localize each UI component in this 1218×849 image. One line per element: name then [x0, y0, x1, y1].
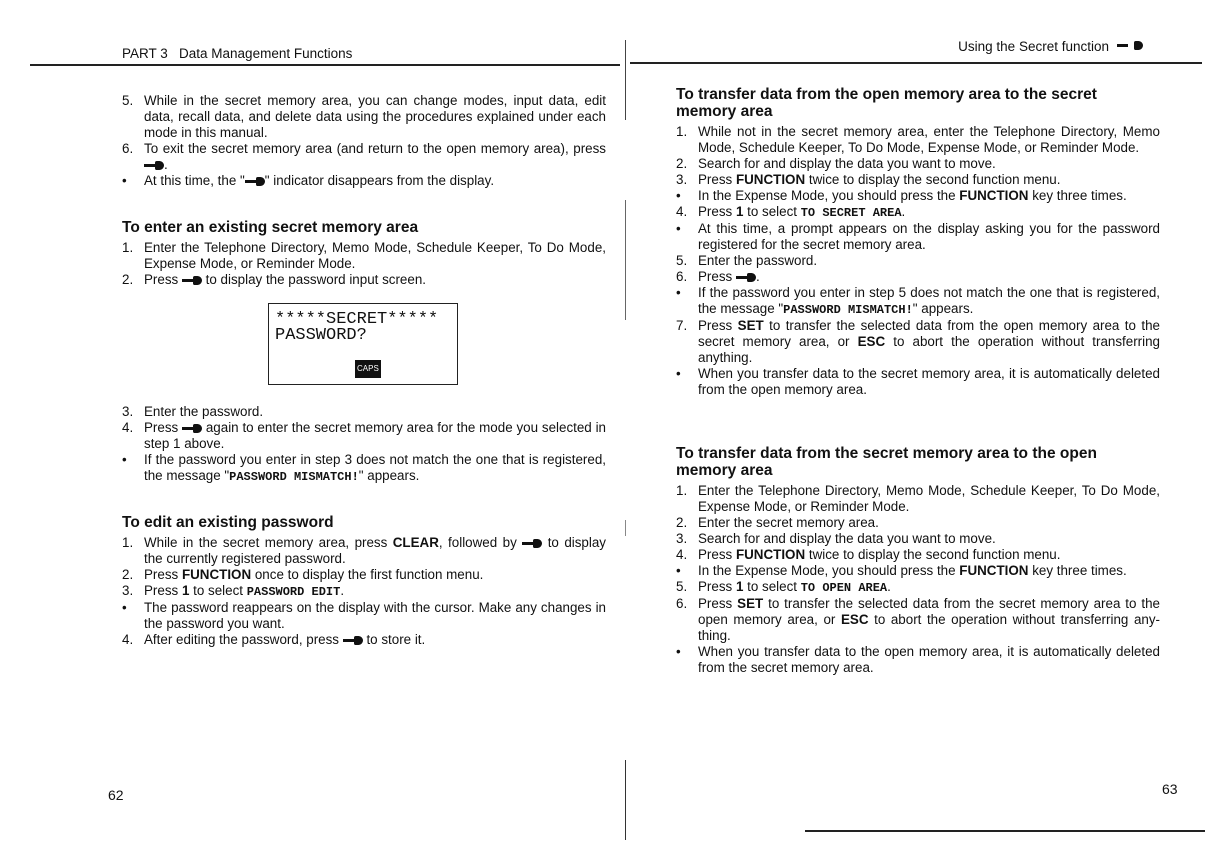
text-run: Press — [144, 583, 182, 598]
item-marker: • — [676, 644, 681, 659]
step-item — [122, 272, 606, 288]
step-item — [122, 535, 606, 567]
item-text — [698, 221, 1160, 253]
item-text — [144, 173, 606, 189]
text-run: Press — [698, 596, 738, 611]
step-item — [122, 583, 606, 600]
key-name: FUNCTION — [959, 188, 1029, 203]
text-run: After editing the password, press — [144, 632, 343, 647]
item-marker: 3. — [676, 531, 688, 546]
key-name: SET — [737, 318, 764, 333]
section — [122, 514, 606, 648]
text-run: to store it. — [362, 632, 426, 647]
text-run: In the Expense Mode, you should press the — [698, 563, 960, 578]
text-run: If the password you enter in step 3 does not match the one that is registered, the message " — [144, 452, 606, 483]
item-marker: 6. — [676, 596, 688, 611]
step-item — [676, 483, 1160, 515]
step-item — [676, 579, 1160, 596]
text-run: Press — [698, 579, 736, 594]
item-marker: • — [122, 452, 127, 467]
item-marker: 1. — [122, 240, 134, 255]
key-name: FUNCTION — [735, 547, 806, 562]
section-heading: To edit an existing password — [122, 514, 334, 531]
item-marker: 3. — [122, 404, 134, 419]
text-run: The password reappears on the display with the cursor. Make any changes in the password you want. — [144, 600, 606, 631]
item-text — [698, 644, 1160, 676]
text-run: Press — [698, 547, 736, 562]
key-name: 1 — [735, 579, 744, 594]
item-marker: 5. — [122, 93, 134, 108]
item-text — [698, 124, 1160, 156]
item-marker: 1. — [676, 124, 688, 139]
step-item — [676, 156, 1160, 172]
text-run: At this time, the " — [144, 173, 245, 188]
step-item — [676, 269, 1160, 285]
step-item — [122, 404, 606, 420]
item-text — [144, 535, 606, 567]
step-item — [676, 547, 1160, 563]
binding-gutter — [625, 40, 626, 840]
item-text — [698, 563, 1160, 579]
item-text — [144, 583, 606, 600]
text-run: If the password you enter in step 5 does not match the one that is registered, the message " — [698, 285, 1160, 316]
text-run: While in the secret memory area, press — [144, 535, 393, 550]
item-text — [144, 420, 606, 452]
key-name: 1 — [735, 204, 744, 219]
bullet-note — [676, 221, 1160, 253]
item-text — [698, 318, 1160, 366]
item-marker: • — [676, 188, 681, 203]
item-text — [698, 515, 1160, 531]
step-item — [676, 204, 1160, 221]
step-item — [676, 318, 1160, 366]
section-heading: To enter an existing secret memory area — [122, 219, 419, 236]
key-icon — [182, 424, 202, 433]
text-run: " appears. — [912, 301, 974, 316]
bullet-note — [676, 188, 1160, 204]
item-marker: 6. — [122, 141, 134, 156]
section — [122, 404, 606, 485]
item-text — [144, 452, 606, 485]
item-text — [698, 204, 1160, 221]
key-name: CLEAR — [392, 535, 439, 550]
right-header-text: Using the Secret function — [958, 39, 1109, 54]
item-text — [698, 579, 1160, 596]
item-text — [144, 240, 606, 272]
item-marker: 4. — [676, 204, 688, 219]
step-item — [122, 141, 606, 173]
step-item — [122, 567, 606, 583]
section — [122, 93, 606, 189]
text-run: Enter the Telephone Directory, Memo Mode, Schedule Keeper, To Do Mode, Expense Mode, or Reminder Mode. — [698, 483, 1160, 514]
item-text — [698, 285, 1160, 318]
item-text — [144, 141, 606, 173]
step-item — [676, 172, 1160, 188]
item-text — [144, 600, 606, 632]
right-page-header — [958, 39, 1143, 54]
item-marker: • — [676, 221, 681, 236]
page-number-right: 63 — [1162, 781, 1178, 797]
item-text — [144, 272, 606, 288]
text-run: Press — [144, 272, 182, 287]
text-run: Enter the Telephone Directory, Memo Mode, Schedule Keeper, To Do Mode, Expense Mode, or Reminder Mode. — [144, 240, 606, 271]
text-run: When you transfer data to the open memory area, it is automatically deleted from the secret memory area. — [698, 644, 1160, 675]
key-icon — [736, 273, 756, 282]
text-run: At this time, a prompt appears on the display asking you for the password registered for the secret memory area. — [698, 221, 1160, 252]
bullet-note — [676, 366, 1160, 398]
text-run: Press — [144, 567, 182, 582]
text-run: Enter the secret memory area. — [698, 515, 879, 530]
lcd-screen — [268, 303, 458, 385]
caps-indicator: CAPS — [355, 360, 381, 378]
text-run: to display the password input screen. — [201, 272, 426, 287]
key-name: SET — [737, 596, 764, 611]
lcd-line-1: *****SECRET***** — [275, 310, 439, 329]
item-marker: 5. — [676, 579, 688, 594]
item-marker: 3. — [676, 172, 688, 187]
page-number-left: 62 — [108, 787, 124, 803]
step-item — [676, 253, 1160, 269]
item-marker: 6. — [676, 269, 688, 284]
step-item — [122, 240, 606, 272]
text-run: , followed by — [438, 535, 523, 550]
display-message: PASSWORD MISMATCH! — [783, 303, 913, 317]
key-icon — [182, 276, 202, 285]
item-marker: • — [676, 366, 681, 381]
text-run: Enter the password. — [144, 404, 264, 419]
item-marker: 2. — [122, 272, 134, 287]
key-icon — [1117, 41, 1143, 53]
item-text — [698, 547, 1160, 563]
key-icon — [245, 177, 265, 186]
right-header-rule — [630, 62, 1202, 64]
item-marker: 1. — [676, 483, 688, 498]
bottom-rule — [805, 830, 1205, 832]
item-marker: • — [676, 285, 681, 300]
item-marker: 2. — [676, 515, 688, 530]
text-run: To exit the secret memory area (and return to the open memory area), press — [144, 141, 606, 156]
text-run: Search for and display the data you want to move. — [698, 156, 996, 171]
item-text — [144, 567, 606, 583]
text-run: to transfer the selected data from the open memory area to the secret memory area, or — [698, 318, 1160, 349]
text-run: twice to display the second function menu. — [805, 172, 1061, 187]
item-marker: • — [122, 173, 127, 188]
section-heading: To transfer data from the secret memory area to the open memory area — [676, 445, 1097, 479]
text-run: In the Expense Mode, you should press the — [698, 188, 960, 203]
text-run: to transfer the selected data from the secret memory area to the open memory area, or — [698, 596, 1160, 627]
item-text — [144, 93, 606, 141]
item-marker: 4. — [122, 420, 134, 435]
item-marker: 2. — [122, 567, 134, 582]
key-name: FUNCTION — [735, 172, 806, 187]
item-marker: 1. — [122, 535, 134, 550]
display-message: TO OPEN AREA — [800, 581, 888, 595]
section — [122, 219, 606, 288]
text-run: . — [755, 269, 760, 284]
left-page-header: PART 3 Data Management Functions — [122, 46, 353, 61]
step-item — [676, 531, 1160, 547]
bullet-note — [676, 285, 1160, 318]
lcd-line-2: PASSWORD? — [275, 326, 367, 345]
item-marker: • — [676, 563, 681, 578]
text-run: . — [164, 157, 168, 172]
text-run: " appears. — [358, 468, 420, 483]
key-icon — [144, 161, 164, 170]
section — [676, 86, 1160, 398]
text-run: to select — [743, 579, 801, 594]
item-marker: 4. — [676, 547, 688, 562]
item-text — [698, 156, 1160, 172]
step-item — [676, 124, 1160, 156]
left-header-rule — [30, 64, 620, 66]
step-item — [122, 420, 606, 452]
step-item — [676, 596, 1160, 644]
key-icon — [522, 539, 542, 548]
text-run: . — [901, 204, 906, 219]
item-text — [698, 188, 1160, 204]
item-text — [698, 253, 1160, 269]
step-item — [676, 515, 1160, 531]
section — [676, 445, 1160, 676]
text-run: While not in the secret memory area, enter the Telephone Directory, Memo Mode, Schedule Keeper, To Do Mode, Expense Mode, or Reminder Mode. — [698, 124, 1160, 155]
section-heading: To transfer data from the open memory area to the secret memory area — [676, 86, 1097, 120]
text-run: twice to display the second function menu. — [805, 547, 1061, 562]
item-marker: 4. — [122, 632, 134, 647]
key-name: ESC — [857, 334, 886, 349]
text-run: key three times. — [1028, 563, 1127, 578]
bullet-note — [122, 173, 606, 189]
text-run: Press — [698, 172, 736, 187]
bullet-note — [676, 644, 1160, 676]
item-marker: • — [122, 600, 127, 615]
text-run: key three times. — [1028, 188, 1127, 203]
key-name: FUNCTION — [959, 563, 1029, 578]
item-text — [698, 269, 1160, 285]
text-run: Press — [698, 269, 736, 284]
bullet-note — [122, 600, 606, 632]
text-run: Press — [698, 318, 738, 333]
bullet-note — [676, 563, 1160, 579]
display-message: PASSWORD MISMATCH! — [229, 470, 359, 484]
text-run: to select — [189, 583, 247, 598]
item-marker: 5. — [676, 253, 688, 268]
step-item — [122, 632, 606, 648]
item-marker: 3. — [122, 583, 134, 598]
display-message: PASSWORD EDIT — [246, 585, 341, 599]
text-run: While in the secret memory area, you can change modes, input data, edit data, recall data, and delete data using the procedures explained under each mode in this manual. — [144, 93, 606, 140]
text-run: to abort the operation without transferring any-thing. — [698, 612, 1160, 643]
key-name: ESC — [840, 612, 869, 627]
text-run: to display the currently registered password. — [144, 535, 607, 566]
item-text — [144, 404, 606, 420]
key-name: FUNCTION — [181, 567, 252, 582]
text-run: " indicator disappears from the display. — [264, 173, 495, 188]
key-name: 1 — [181, 583, 190, 598]
bullet-note — [122, 452, 606, 485]
text-run: Press — [144, 420, 183, 435]
item-text — [144, 632, 606, 648]
text-run: to select — [743, 204, 801, 219]
item-text — [698, 483, 1160, 515]
item-text — [698, 366, 1160, 398]
item-text — [698, 596, 1160, 644]
text-run: Press — [698, 204, 736, 219]
display-message: TO SECRET AREA — [800, 206, 902, 220]
item-text — [698, 172, 1160, 188]
text-run: When you transfer data to the secret memory area, it is automatically deleted from the open memory area. — [698, 366, 1160, 397]
text-run: . — [887, 579, 891, 594]
text-run: Enter the password. — [698, 253, 818, 268]
item-text — [698, 531, 1160, 547]
text-run: Search for and display the data you want to move. — [698, 531, 996, 546]
item-marker: 2. — [676, 156, 688, 171]
text-run: . — [340, 583, 345, 598]
step-item — [122, 93, 606, 141]
item-marker: 7. — [676, 318, 688, 333]
key-icon — [343, 636, 363, 645]
text-run: again to enter the secret memory area for the mode you selected in step 1 above. — [144, 420, 606, 451]
text-run: once to display the first function menu. — [251, 567, 484, 582]
text-run: to abort the operation without transferring anything. — [698, 334, 1160, 365]
